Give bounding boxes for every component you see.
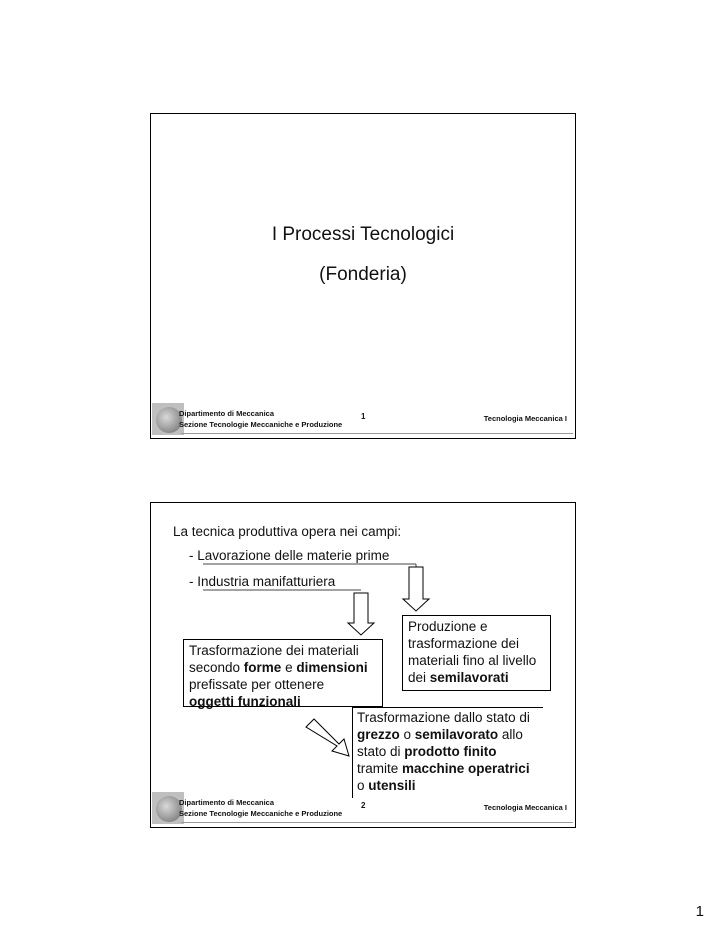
department-label <box>179 408 342 430</box>
text-run: o <box>399 727 415 742</box>
text-run-bold: prodotto finito <box>404 744 497 759</box>
text-run-bold: macchine operatrici <box>402 761 530 776</box>
box-line: Trasformazione dei materiali <box>189 643 359 658</box>
text-run-bold: utensili <box>368 778 416 793</box>
slide-footer <box>151 791 575 827</box>
box-border <box>352 707 543 798</box>
bullet-manufacturing: - Industria manifatturiera <box>189 574 336 589</box>
text-run-bold: forme <box>243 660 282 675</box>
box-line: trasformazione dei <box>408 636 520 651</box>
box-semilavorati <box>402 615 551 691</box>
text-run-bold: grezzo <box>357 727 400 742</box>
text-run-bold: oggetti funzionali <box>189 694 301 709</box>
text-run-bold: dimensioni <box>296 660 368 675</box>
text-run: dei <box>408 670 430 685</box>
text-run: secondo <box>189 660 244 675</box>
slide-title: I Processi Tecnologici <box>271 224 455 245</box>
text-run-bold: semilavorati <box>429 670 509 685</box>
arrow-down-right <box>403 567 429 611</box>
course-name: Tecnologia Meccanica I <box>483 414 567 423</box>
box-line: materiali fino al livello <box>408 653 537 668</box>
box-prodotto-finito <box>352 707 542 797</box>
bullet-raw-materials: - Lavorazione delle materie prime <box>189 548 390 563</box>
box-line: Produzione e <box>408 619 488 634</box>
section-name: Sezione Tecnologie Meccaniche e Produzione <box>179 420 343 429</box>
department-label <box>179 797 342 819</box>
department-name: Dipartimento di Meccanica <box>179 798 275 807</box>
box-line <box>408 669 545 686</box>
slide-number: 2 <box>361 801 366 810</box>
slide-number: 1 <box>361 412 366 421</box>
box-oggetti-funzionali <box>183 639 383 707</box>
box-line: Trasformazione dallo stato di <box>357 710 530 725</box>
text-run: e <box>281 660 297 675</box>
arrow-diagonal <box>306 719 349 756</box>
text-run: allo <box>498 727 523 742</box>
text-run: tramite <box>357 761 403 776</box>
department-name: Dipartimento di Meccanica <box>179 409 275 418</box>
intro-text: La tecnica produttiva opera nei campi: <box>173 524 402 539</box>
slide-subtitle: (Fonderia) <box>319 264 407 285</box>
text-run: o <box>357 778 369 793</box>
box-line: prefissate per ottenere <box>189 677 325 692</box>
box-line <box>189 693 377 710</box>
slide-footer <box>151 402 575 438</box>
section-name: Sezione Tecnologie Meccaniche e Produzione <box>179 809 343 818</box>
footer-divider <box>181 433 573 434</box>
arrow-down-left <box>348 593 374 635</box>
box-line <box>189 659 377 676</box>
slide-1 <box>150 113 576 439</box>
course-name: Tecnologia Meccanica I <box>483 803 567 812</box>
slide-2 <box>150 502 576 828</box>
page-number: 1 <box>695 903 704 920</box>
footer-divider <box>181 822 573 823</box>
text-run-bold: semilavorato <box>414 727 499 742</box>
text-run: stato di <box>357 744 405 759</box>
